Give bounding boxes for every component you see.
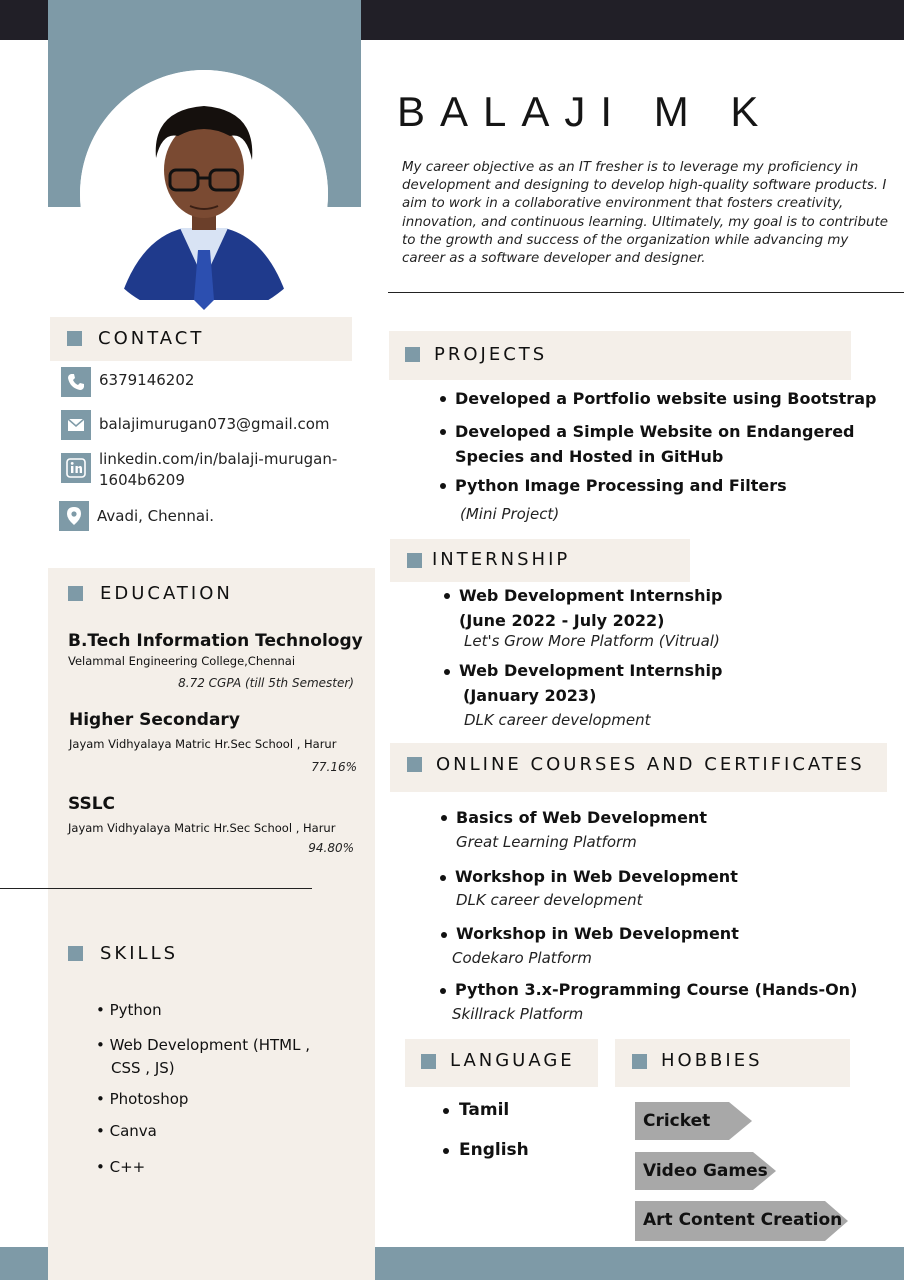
candidate-name: BALAJI M K [397,88,774,135]
edu-title: Higher Secondary [69,710,240,730]
section-marker-icon [407,553,422,568]
projects-heading: PROJECTS [434,344,548,365]
skill-item: • C++ [96,1158,146,1176]
edu-school: Jayam Vidhyalaya Matric Hr.Sec School , Harur [68,821,336,835]
hobby-label: Video Games [643,1161,768,1181]
edu-school: Velammal Engineering College,Chennai [68,654,296,668]
skill-item: • Canva [96,1122,157,1140]
section-marker-icon [68,586,83,601]
internship-title: Web Development Internship [459,586,723,605]
bullet-icon [444,669,450,675]
language-item: Tamil [459,1100,510,1120]
skill-item: • Web Development (HTML , [96,1036,310,1054]
project-item: Python Image Processing and Filters [455,476,787,495]
edu-score: 94.80% [308,841,354,855]
internship-org: DLK career development [464,711,651,729]
course-title: Basics of Web Development [456,808,707,827]
edu-score: 77.16% [311,760,357,774]
language-header [405,1039,598,1087]
bullet-icon [440,988,446,994]
email-icon [61,410,91,440]
hobby-tag [635,1201,849,1239]
contact-email[interactable]: balajimurugan073@gmail.com [99,415,330,433]
hobbies-heading: HOBBIES [661,1050,763,1071]
language-heading: LANGUAGE [450,1050,575,1071]
edu-school: Jayam Vidhyalaya Matric Hr.Sec School , Harur [69,737,337,751]
bottom-bar-right [375,1247,904,1280]
course-org: Great Learning Platform [456,833,637,851]
skill-item: • Photoshop [96,1090,189,1108]
hobby-label: Cricket [643,1111,711,1131]
skills-heading: SKILLS [100,943,179,964]
section-marker-icon [405,347,420,362]
edu-score: 8.72 CGPA (till 5th Semester) [178,676,354,690]
bullet-icon [440,396,446,402]
location-icon [59,501,89,531]
profile-photo-illustration [80,70,328,318]
projects-header [389,331,851,380]
internship-heading: INTERNSHIP [432,549,571,570]
contact-header [50,317,352,361]
hobby-tag [635,1102,753,1140]
contact-linkedin[interactable] [99,449,337,491]
section-marker-icon [421,1054,436,1069]
bullet-icon [441,932,447,938]
bullet-icon [443,1148,449,1154]
contact-phone[interactable]: 6379146202 [99,371,195,389]
linkedin-line-2[interactable]: 1604b6209 [99,471,185,489]
linkedin-icon [61,453,91,483]
bottom-bar-left [0,1247,48,1280]
internship-header [390,539,690,582]
section-marker-icon [67,331,82,346]
education-divider [0,888,312,889]
language-item: English [459,1140,529,1160]
bullet-icon [441,815,447,821]
profile-photo [80,70,328,318]
internship-dates: (June 2022 - July 2022) [459,611,665,630]
bullet-icon [440,483,446,489]
contact-heading: CONTACT [98,328,205,349]
project-item: Developed a Portfolio website using Bootstrap [455,389,877,408]
project-note: (Mini Project) [460,505,560,523]
course-title: Python 3.x-Programming Course (Hands-On) [455,980,858,999]
edu-title: B.Tech Information Technology [68,631,363,651]
bullet-icon [444,593,450,599]
edu-title: SSLC [68,794,116,814]
project-item-continued: Species and Hosted in GitHub [455,447,724,466]
objective-divider [388,292,904,293]
linkedin-line-1[interactable]: linkedin.com/in/balaji-murugan- [99,450,338,468]
courses-heading: ONLINE COURSES AND CERTIFICATES [436,754,865,775]
skill-item: • Python [96,1001,162,1019]
internship-org: Let's Grow More Platform (Vitrual) [464,632,720,650]
bullet-icon [443,1108,449,1114]
bullet-icon [440,875,446,881]
education-heading: EDUCATION [100,583,233,604]
hobby-label: Art Content Creation [643,1210,843,1230]
hobby-tag [635,1152,777,1190]
section-marker-icon [632,1054,647,1069]
course-org: Codekaro Platform [452,949,592,967]
project-item: Developed a Simple Website on Endangered [455,422,855,441]
contact-location: Avadi, Chennai. [97,507,215,525]
skill-item-continued: CSS , JS) [111,1059,175,1077]
course-title: Workshop in Web Development [455,867,738,886]
internship-dates: (January 2023) [463,686,597,705]
internship-title: Web Development Internship [459,661,723,680]
section-marker-icon [68,946,83,961]
courses-header [390,743,887,792]
phone-icon [61,367,91,397]
course-org: Skillrack Platform [452,1005,584,1023]
course-title: Workshop in Web Development [456,924,739,943]
section-marker-icon [407,757,422,772]
bullet-icon [440,429,446,435]
career-objective: My career objective as an IT fresher is to leverage my proficiency in development and designing to develop high-quality software products. I aim to work in a collaborative environment that fosters creativity, innovation, and continuous learning. Ultimately, my goal is to contribute to the growth and success of the organization while advancing my career as a software developer and designer. [402,160,888,267]
hobbies-header [615,1039,850,1087]
course-org: DLK career development [456,891,643,909]
